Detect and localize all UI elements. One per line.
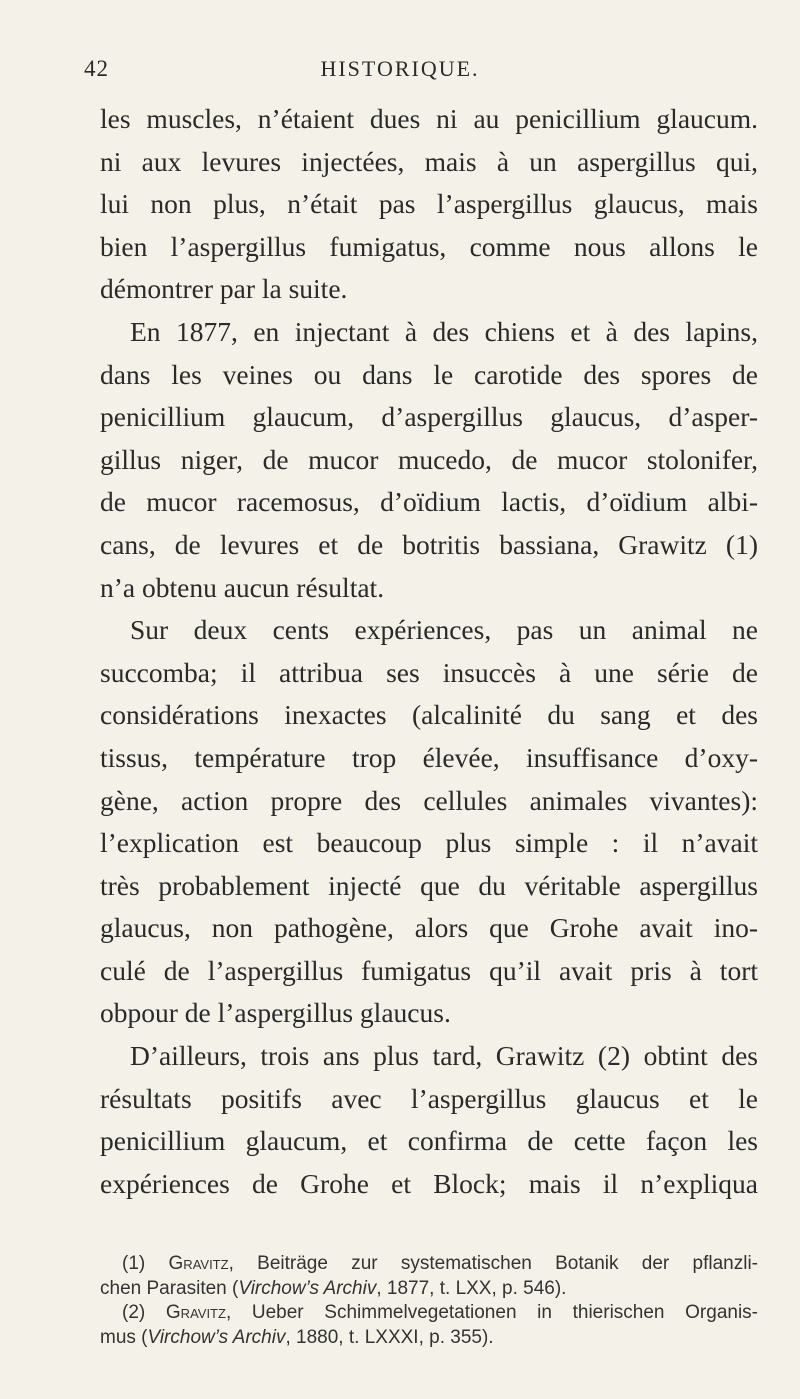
footnotes xyxy=(100,1252,758,1350)
footnote-2-author: Gravitz xyxy=(165,1302,226,1323)
text-line: penicillium glaucum, et confirma de cette façon les xyxy=(100,1125,758,1157)
footnote-1-marker: (1) xyxy=(122,1253,146,1274)
text-line: ni aux levures injectées, mais à un aspergillus qui, xyxy=(100,145,758,177)
text-line: de mucor racemosus, d’oïdium lactis, d’oïdium albi- xyxy=(100,486,758,518)
footnote-1-text: chen Parasiten ( xyxy=(100,1277,239,1299)
text-line: gène, action propre des cellules animales vivantes): xyxy=(100,784,758,816)
footnote-1-text: , Beiträge zur systematischen Botanik der pflanzli- xyxy=(228,1253,759,1274)
footnote-2-text: , 1880, t. LXXXI, p. 355). xyxy=(285,1326,494,1348)
text-line: cans, de levures et de botritis bassiana, Grawitz (1) xyxy=(100,528,758,560)
page-number: 42 xyxy=(84,56,109,81)
text-line: succomba; il attribua ses insuccès à une série de xyxy=(100,656,758,688)
body-text xyxy=(100,98,758,1205)
footnote-1-author: Gravitz xyxy=(168,1253,229,1274)
footnote-1-line xyxy=(100,1252,758,1277)
text-line: résultats positifs avec l’aspergillus glaucus et le xyxy=(100,1082,758,1114)
text-line: obpour de l’aspergillus glaucus. xyxy=(100,997,451,1029)
text-line: les muscles, n’étaient dues ni au penicillium glaucum. xyxy=(100,103,758,134)
footnote-2-marker: (2) xyxy=(122,1302,146,1323)
text-line: tissus, température trop élevée, insuffisance d’oxy- xyxy=(100,741,758,773)
footnote-2-line xyxy=(100,1301,758,1326)
text-line: gillus niger, de mucor mucedo, de mucor stolonifer, xyxy=(100,443,758,475)
text-line: penicillium glaucum, d’aspergillus glaucus, d’asper- xyxy=(100,401,758,433)
text-line: considérations inexactes (alcalinité du sang et des xyxy=(100,699,758,731)
footnote-2-text: mus ( xyxy=(100,1326,148,1348)
text-line: démontrer par la suite. xyxy=(100,273,348,305)
page-header xyxy=(0,56,800,86)
text-line: l’explication est beaucoup plus simple : il n’avait xyxy=(100,827,758,859)
text-line: bien l’aspergillus fumigatus, comme nous allons le xyxy=(100,230,758,262)
text-line: En 1877, en injectant à des chiens et à des lapins, xyxy=(130,315,758,347)
footnote-2-text: , Ueber Schimmelvegetationen in thierischen Organis- xyxy=(225,1302,759,1323)
text-line: D’ailleurs, trois ans plus tard, Grawitz (2) obtint des xyxy=(130,1040,758,1072)
text-line: expériences de Grohe et Block; mais il n’expliqua xyxy=(100,1167,758,1199)
text-line: lui non plus, n’était pas l’aspergillus glaucus, mais xyxy=(100,188,758,220)
text-line: glaucus, non pathogène, alors que Grohe avait ino- xyxy=(100,912,758,944)
text-line: culé de l’aspergillus fumigatus qu’il avait pris à tort xyxy=(100,954,758,986)
text-line: très probablement injecté que du véritable aspergillus xyxy=(100,869,758,901)
footnote-1-journal: Virchow’s Archiv xyxy=(238,1277,377,1299)
footnote-1-line xyxy=(100,1277,758,1302)
footnote-2-journal: Virchow’s Archiv xyxy=(147,1326,286,1348)
text-line: Sur deux cents expériences, pas un animal ne xyxy=(130,614,758,646)
running-head: HISTORIQUE. xyxy=(320,56,480,81)
footnote-1-text: , 1877, t. LXX, p. 546). xyxy=(376,1277,567,1299)
text-line: n’a obtenu aucun résultat. xyxy=(100,571,385,603)
text-line: dans les veines ou dans le carotide des spores de xyxy=(100,358,758,390)
footnote-2-line xyxy=(100,1326,758,1351)
